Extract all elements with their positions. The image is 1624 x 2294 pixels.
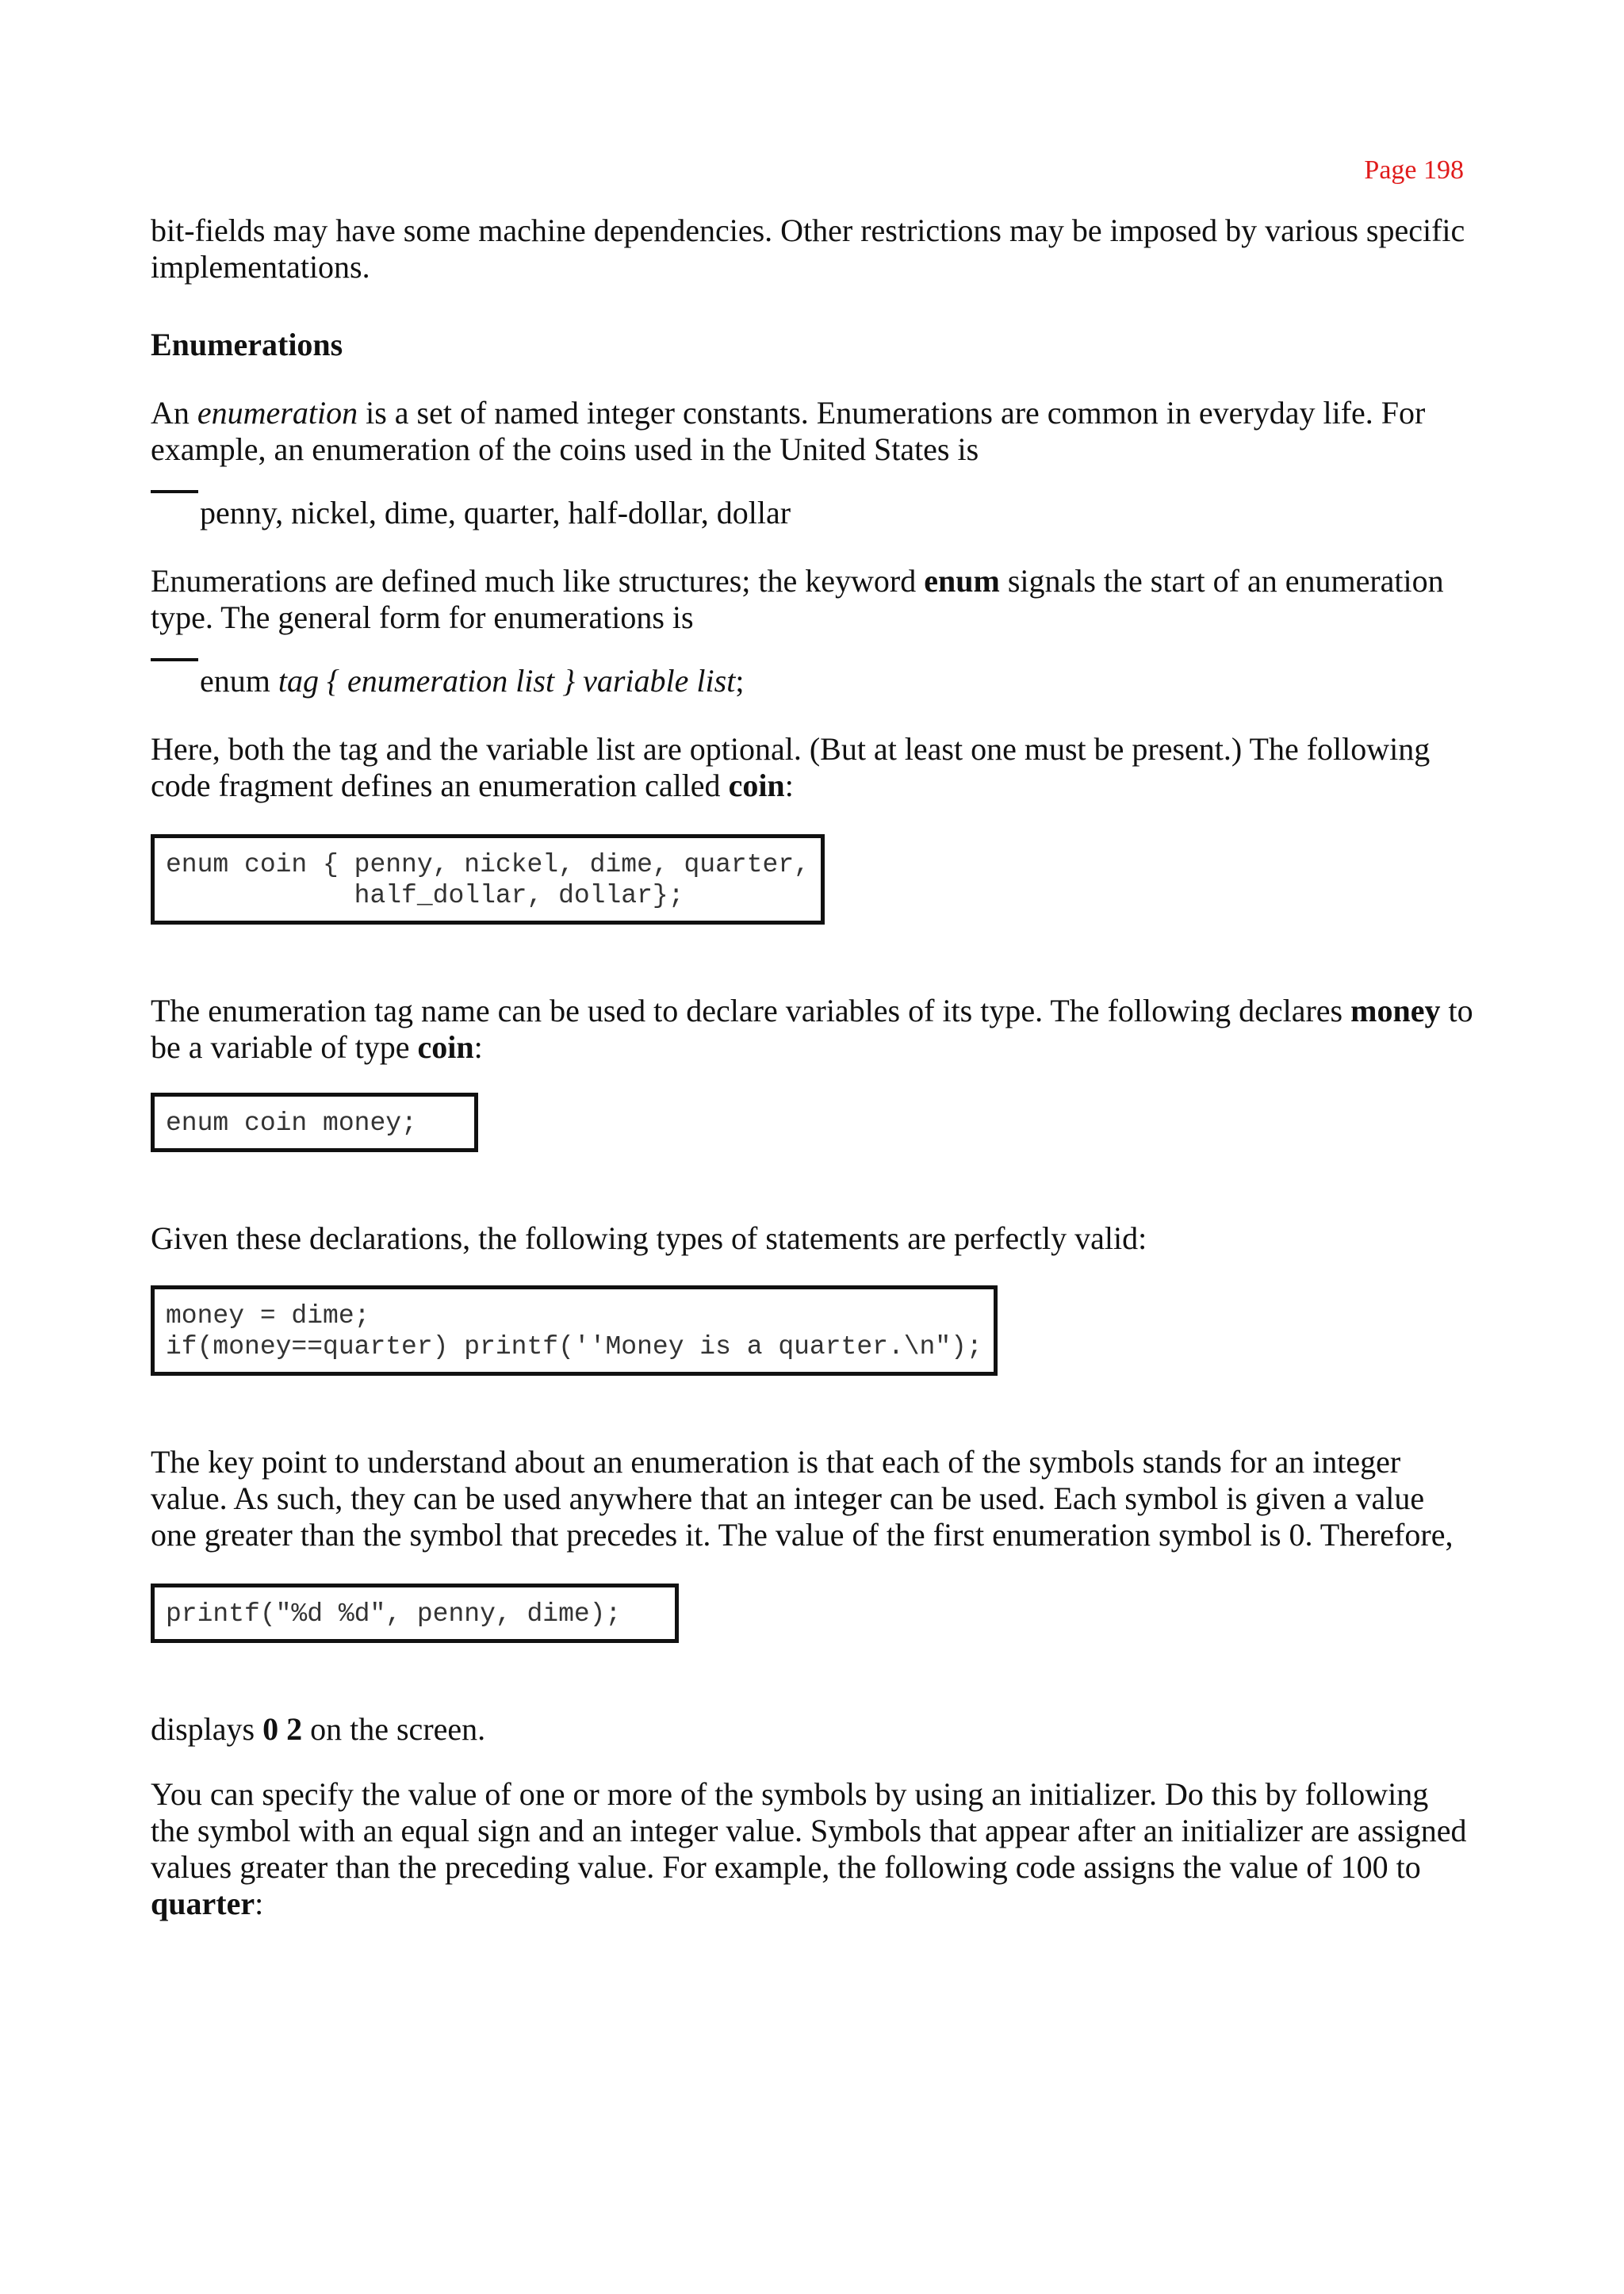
money-keyword: money <box>1350 993 1441 1028</box>
enumeration-term: enumeration <box>197 395 358 431</box>
key-point-paragraph: The key point to understand about an enumeration is that each of the symbols stands for an integer value. As such, they can be used anywhere that an integer can be used. Each symbol is given a value one greater than the symbol that precedes it. The value of the first enumeration symbol is 0. Therefore, <box>151 1444 1454 1553</box>
code-block-statements: money = dime; if(money==quarter) printf(''Money is a quarter.\n"); <box>151 1285 998 1376</box>
code-block-enum-coin: enum coin { penny, nickel, dime, quarter, half_dollar, dollar}; <box>151 834 825 925</box>
enumeration-definition-paragraph: An enumeration is a set of named integer constants. Enumerations are common in everyday life. For example, an enumeration of the coins used in the United States is <box>151 395 1426 467</box>
valid-statements-paragraph: Given these declarations, the following types of statements are perfectly valid: <box>151 1220 1147 1256</box>
output-value: 0 2 <box>262 1711 303 1747</box>
general-form: enum tag { enumeration list } variable list; <box>151 663 1475 699</box>
coin-keyword: coin <box>728 768 785 803</box>
intro-paragraph: bit-fields may have some machine dependencies. Other restrictions may be imposed by various specific implementations. <box>151 213 1465 285</box>
code-block-money: enum coin money; <box>151 1093 478 1152</box>
displays-paragraph: displays 0 2 on the screen. <box>151 1711 486 1747</box>
enum-keyword: enum <box>924 563 1000 599</box>
initializer-paragraph: You can specify the value of one or more of the symbols by using an initializer. Do this by following the symbol with an equal sign and an integer value. Symbols that appear after an initializer are assigned values greater than the preceding value. For example, the following code assigns the value of 100 to quarter: <box>151 1776 1467 1921</box>
page-content <box>151 213 1475 1963</box>
dash-marker <box>151 490 198 493</box>
quarter-keyword: quarter <box>151 1886 255 1921</box>
page-number: Page 198 <box>1364 155 1464 185</box>
enum-keyword-paragraph: Enumerations are defined much like structures; the keyword enum signals the start of an enumeration type. The general form for enumerations is <box>151 563 1444 635</box>
coin-keyword: coin <box>417 1029 474 1065</box>
section-heading: Enumerations <box>151 327 343 362</box>
code-block-printf: printf("%d %d", penny, dime); <box>151 1584 679 1643</box>
dash-marker <box>151 658 198 661</box>
coins-list: penny, nickel, dime, quarter, half-dollar, dollar <box>151 495 1475 531</box>
declare-variable-paragraph: The enumeration tag name can be used to declare variables of its type. The following declares money to be a variable of type coin: <box>151 993 1473 1065</box>
optional-tag-paragraph: Here, both the tag and the variable list are optional. (But at least one must be present.) The following code fragment defines an enumeration called coin: <box>151 731 1431 803</box>
